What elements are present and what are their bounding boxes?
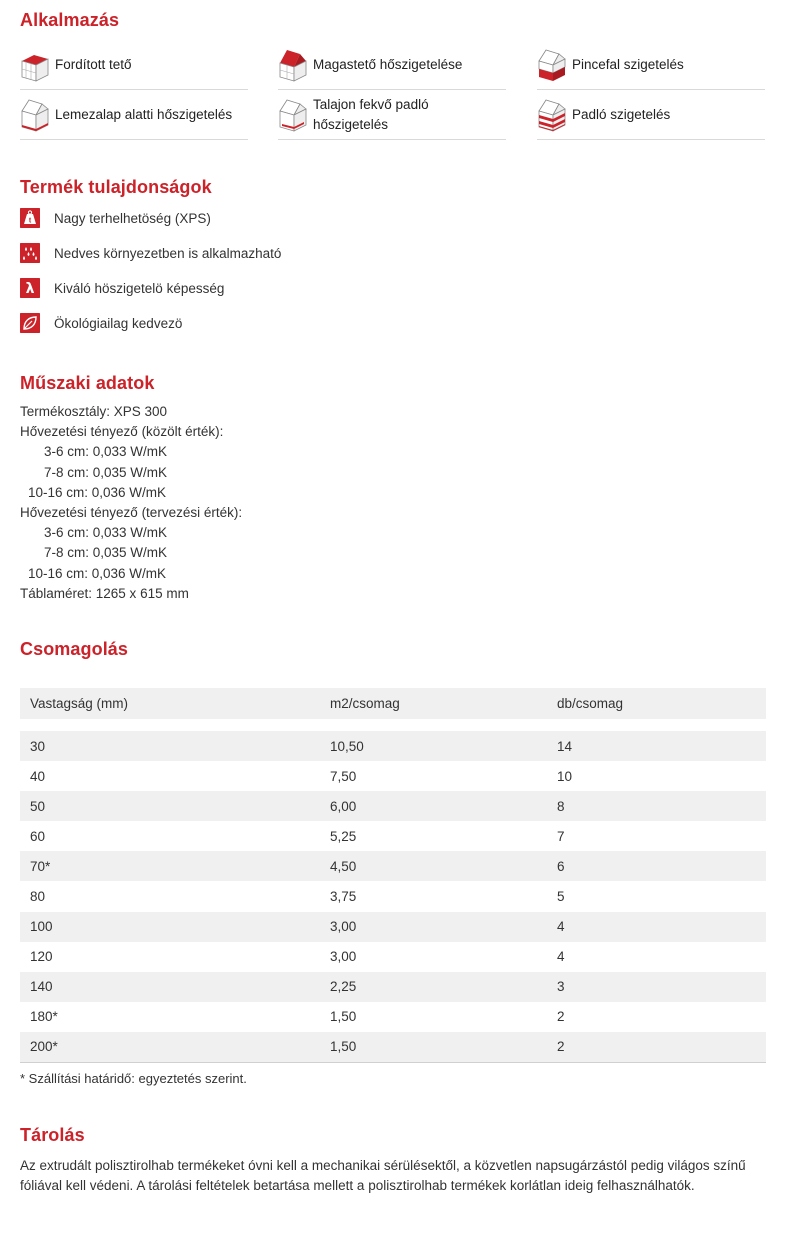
house-pitched-roof-icon bbox=[278, 47, 308, 83]
house-slab-foundation-icon bbox=[20, 97, 50, 133]
application-label: Lemezalap alatti hőszigetelés bbox=[55, 106, 233, 122]
application-item-basement-wall bbox=[537, 40, 765, 90]
cell-thickness: 70* bbox=[30, 858, 51, 874]
table-bottom-border bbox=[20, 1062, 766, 1063]
board-size: Táblaméret: 1265 x 615 mm bbox=[20, 585, 189, 601]
declared-value: 10-16 cm: 0,036 W/mK bbox=[28, 484, 167, 500]
water-drops-icon bbox=[20, 243, 40, 263]
cell-m2-per-pack: 5,25 bbox=[330, 828, 357, 844]
svg-text:t: t bbox=[28, 217, 32, 225]
table-row bbox=[20, 761, 766, 791]
technical-title: Műszaki adatok bbox=[20, 373, 155, 393]
cell-thickness: 30 bbox=[30, 738, 46, 754]
header-m2-per-pack: m2/csomag bbox=[330, 696, 400, 711]
header-thickness: Vastagság (mm) bbox=[30, 696, 129, 711]
declared-conductivity-label: Hővezetési tényező (közölt érték): bbox=[20, 424, 224, 440]
table-body bbox=[20, 731, 766, 1063]
table-row bbox=[20, 791, 766, 821]
application-label: Fordított tető bbox=[55, 56, 132, 72]
cell-thickness: 60 bbox=[30, 828, 46, 844]
cell-pcs-per-pack: 4 bbox=[557, 949, 565, 965]
header-pcs-per-pack: db/csomag bbox=[557, 696, 624, 711]
technical-data bbox=[20, 402, 242, 604]
cell-thickness: 40 bbox=[30, 768, 46, 784]
cell-m2-per-pack: 10,50 bbox=[330, 738, 364, 754]
house-floor-insulation-icon bbox=[537, 97, 567, 133]
cell-thickness: 200* bbox=[30, 1039, 58, 1055]
product-class: Termékosztály: XPS 300 bbox=[20, 404, 168, 419]
property-item bbox=[20, 242, 281, 264]
table-row bbox=[20, 972, 766, 1002]
storage-text: Az extrudált polisztirolhab termékeket óvni kell a mechanikai sérülésektől, a közvetlen napsugárzástól pedig világos színű fóliával kell védeni. A tárolási feltételek betartása mellett a polisztirolhab termékek korlátlan ideig felhasználhatók. bbox=[20, 1158, 746, 1193]
load-weight-icon bbox=[20, 208, 40, 228]
table-row bbox=[20, 1032, 766, 1062]
house-ground-floor-icon bbox=[278, 97, 308, 133]
cell-m2-per-pack: 2,25 bbox=[330, 979, 357, 995]
cell-pcs-per-pack: 8 bbox=[557, 798, 565, 814]
cell-thickness: 140 bbox=[30, 979, 53, 995]
property-item bbox=[20, 312, 182, 334]
cell-thickness: 180* bbox=[30, 1009, 58, 1025]
svg-text:λ: λ bbox=[25, 281, 35, 297]
cell-thickness: 80 bbox=[30, 889, 46, 905]
application-label: Pincefal szigetelés bbox=[572, 56, 684, 72]
house-flat-roof-icon bbox=[20, 47, 50, 83]
properties-title: Termék tulajdonságok bbox=[20, 177, 212, 197]
application-title: Alkalmazás bbox=[20, 10, 120, 30]
table-row bbox=[20, 851, 766, 881]
property-label: Nagy terhelhetöség (XPS) bbox=[54, 210, 211, 226]
design-value: 7-8 cm: 0,035 W/mK bbox=[44, 545, 168, 561]
cell-m2-per-pack: 7,50 bbox=[330, 768, 357, 784]
property-item bbox=[20, 277, 224, 299]
property-label: Nedves környezetben is alkalmazható bbox=[54, 245, 282, 261]
cell-thickness: 120 bbox=[30, 949, 53, 965]
cell-m2-per-pack: 6,00 bbox=[330, 798, 357, 814]
property-item bbox=[20, 207, 211, 229]
cell-pcs-per-pack: 5 bbox=[557, 889, 565, 905]
cell-thickness: 100 bbox=[30, 919, 53, 935]
cell-m2-per-pack: 3,00 bbox=[330, 919, 357, 935]
cell-pcs-per-pack: 10 bbox=[557, 768, 573, 784]
application-label: Padló szigetelés bbox=[572, 106, 671, 122]
cell-pcs-per-pack: 4 bbox=[557, 919, 565, 935]
cell-pcs-per-pack: 6 bbox=[557, 858, 565, 874]
table-row bbox=[20, 942, 766, 972]
cell-m2-per-pack: 3,00 bbox=[330, 949, 357, 965]
cell-m2-per-pack: 1,50 bbox=[330, 1009, 357, 1025]
packaging-table bbox=[20, 688, 766, 1055]
cell-thickness: 50 bbox=[30, 798, 46, 814]
application-item-pitched-roof bbox=[278, 40, 506, 90]
cell-pcs-per-pack: 3 bbox=[557, 979, 565, 995]
cell-m2-per-pack: 4,50 bbox=[330, 858, 357, 874]
application-item-ground-floor bbox=[278, 90, 506, 140]
table-header bbox=[20, 688, 766, 719]
delivery-note: * Szállítási határidő: egyeztetés szerint. bbox=[20, 1071, 247, 1086]
table-row bbox=[20, 731, 766, 761]
table-row bbox=[20, 912, 766, 942]
design-value: 3-6 cm: 0,033 W/mK bbox=[44, 525, 168, 541]
cell-pcs-per-pack: 2 bbox=[557, 1039, 565, 1055]
table-row bbox=[20, 881, 766, 911]
table-row bbox=[20, 821, 766, 851]
storage-title: Tárolás bbox=[20, 1125, 85, 1145]
house-basement-wall-icon bbox=[537, 47, 567, 83]
cell-pcs-per-pack: 14 bbox=[557, 738, 573, 754]
application-label: Magastető hőszigetelése bbox=[313, 56, 463, 72]
cell-pcs-per-pack: 2 bbox=[557, 1009, 565, 1025]
property-label: Ökológiailag kedvezö bbox=[54, 315, 183, 331]
leaf-icon bbox=[20, 313, 40, 333]
application-item-floor bbox=[537, 90, 765, 140]
cell-m2-per-pack: 1,50 bbox=[330, 1039, 357, 1055]
cell-pcs-per-pack: 7 bbox=[557, 828, 565, 844]
packaging-title: Csomagolás bbox=[20, 639, 129, 659]
declared-value: 7-8 cm: 0,035 W/mK bbox=[44, 464, 168, 480]
application-item-inverted-roof bbox=[20, 40, 248, 90]
application-item-slab-foundation bbox=[20, 90, 248, 140]
declared-value: 3-6 cm: 0,033 W/mK bbox=[44, 444, 168, 460]
application-label: Talajon fekvő padló hőszigetelés bbox=[313, 96, 429, 132]
cell-m2-per-pack: 3,75 bbox=[330, 889, 357, 905]
table-row bbox=[20, 1002, 766, 1032]
design-conductivity-label: Hővezetési tényező (tervezési érték): bbox=[20, 505, 243, 521]
lambda-icon bbox=[20, 278, 40, 298]
property-label: Kiváló höszigetelö képesség bbox=[54, 280, 225, 296]
design-value: 10-16 cm: 0,036 W/mK bbox=[28, 565, 167, 581]
